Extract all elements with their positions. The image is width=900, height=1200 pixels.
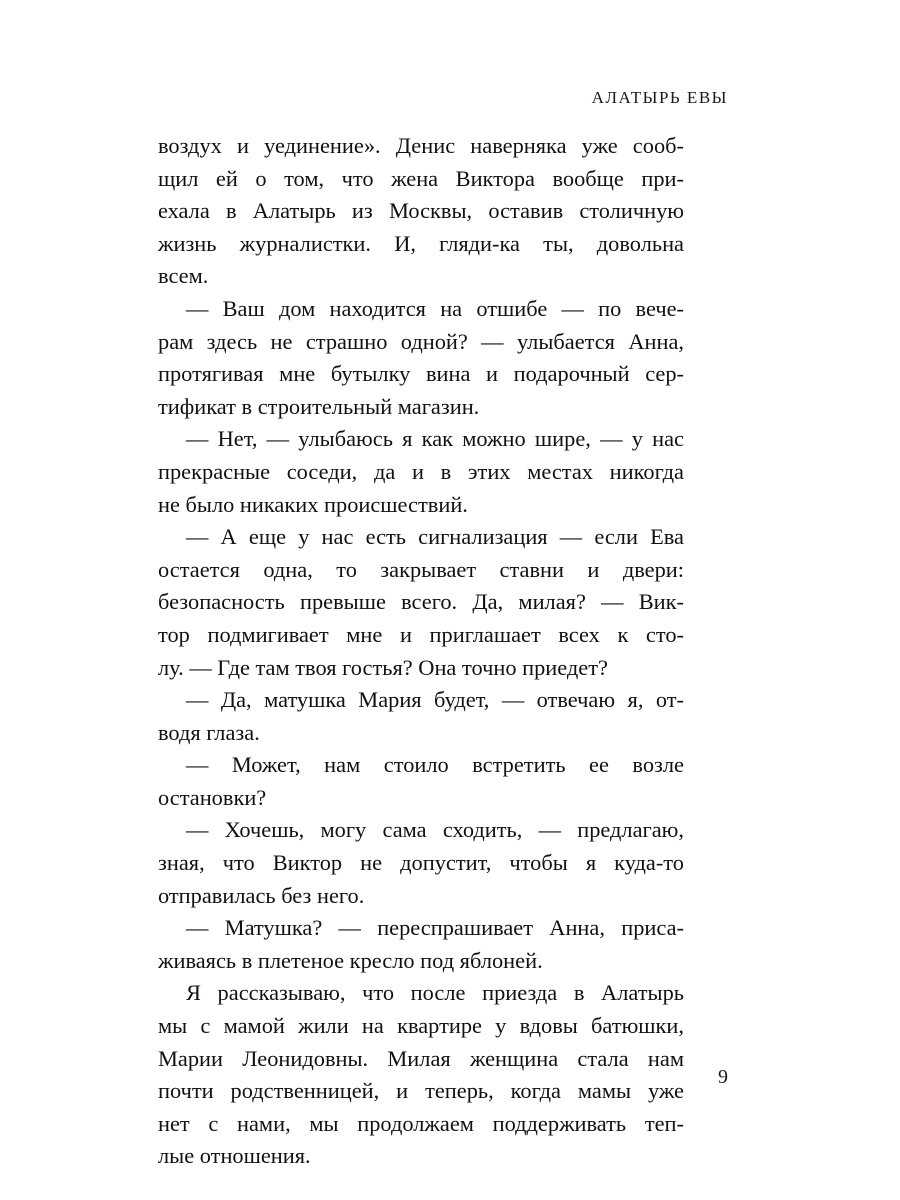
text-line: остановки? [158, 784, 267, 810]
body-text [158, 130, 684, 1173]
text-line: живаясь в плетеное кресло под яблоней. [158, 947, 543, 973]
text-line: безопасность превыше всего. Да, милая? — Вик- [158, 589, 684, 615]
text-line: отправилась без него. [158, 882, 365, 908]
text-line: воздух и уединение». Денис наверняка уже сооб- [158, 133, 684, 158]
running-head: АЛАТЫРЬ ЕВЫ [591, 88, 728, 107]
text-line: — Может, нам стоило встретить ее возле [186, 752, 684, 778]
text-line: тор подмигивает мне и приглашает всех к сто- [158, 621, 684, 647]
text-line: — А еще у нас есть сигнализация — если Ева [186, 524, 684, 550]
text-line: Я рассказываю, что после приезда в Алатырь [186, 980, 684, 1006]
text-line: щил ей о том, что жена Виктора вообще при- [158, 165, 684, 191]
text-line: — Хочешь, могу сама сходить, — предлагаю, [186, 817, 684, 843]
text-line: — Ваш дом находится на отшибе — по вече- [186, 295, 684, 321]
text-line: лые отношения. [158, 1143, 311, 1169]
text-line: остается одна, то закрывает ставни и двери: [158, 556, 684, 582]
text-line: Марии Леонидовны. Милая женщина стала нам [158, 1045, 684, 1071]
text-line: лу. — Где там твоя гостья? Она точно приедет? [158, 654, 608, 680]
text-line: тификат в строительный магазин. [158, 393, 480, 419]
text-line: прекрасные соседи, да и в этих местах никогда [158, 458, 684, 484]
text-line: — Нет, — улыбаюсь я как можно шире, — у нас [186, 426, 684, 452]
text-line: почти родственницей, и теперь, когда мамы уже [158, 1078, 684, 1104]
text-line: ехала в Алатырь из Москвы, оставив столичную [158, 198, 684, 224]
text-line: — Да, матушка Мария будет, — отвечаю я, от- [186, 687, 684, 713]
text-line: мы с мамой жили на квартире у вдовы батюшки, [158, 1013, 684, 1039]
text-line: не было никаких происшествий. [158, 491, 468, 517]
text-line: зная, что Виктор не допустит, чтобы я куда-то [158, 850, 684, 876]
text-line: всем. [158, 263, 209, 289]
text-line: водя глаза. [158, 719, 260, 745]
text-line: — Матушка? — переспрашивает Анна, приса- [186, 915, 684, 941]
text-line: нет с нами, мы продолжаем поддерживать теп- [158, 1110, 684, 1136]
page-number: 9 [718, 1066, 728, 1088]
text-line: жизнь журналистки. И, гляди-ка ты, довольна [158, 230, 684, 256]
text-line: рам здесь не страшно одной? — улыбается Анна, [158, 328, 684, 354]
text-line: протягивая мне бутылку вина и подарочный сер- [158, 361, 684, 387]
